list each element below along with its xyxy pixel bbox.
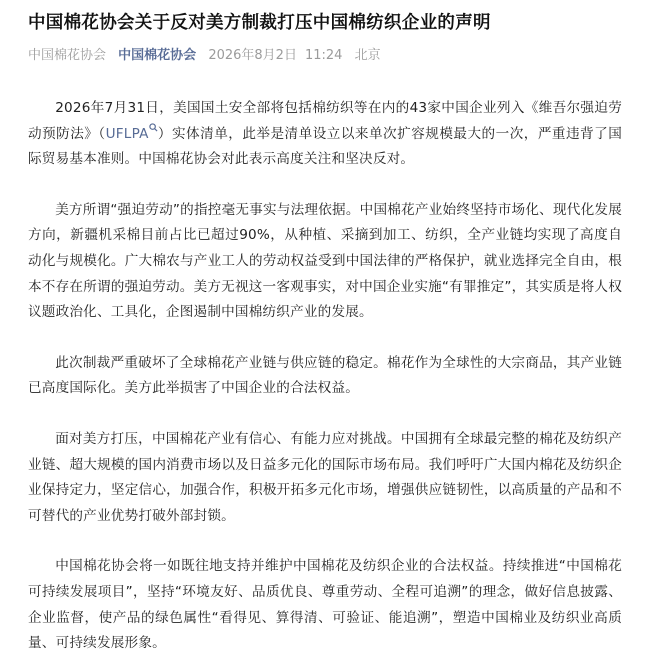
publish-time: 11:24 <box>304 48 343 63</box>
search-icon <box>149 123 158 132</box>
paragraph-1 <box>28 96 622 173</box>
account-link[interactable]: 中国棉花协会 <box>118 48 197 63</box>
paragraph-3: 此次制裁严重破坏了全球棉花产业链与供应链的稳定。棉花作为全球性的大宗商品，其产业链已高度国际化。美方此举损害了中国企业的合法权益。 <box>28 354 622 397</box>
publish-date: 2026年8月2日 <box>208 48 297 63</box>
paragraph-5: 中国棉花协会将一如既往地支持并维护中国棉花及纺织企业的合法权益。持续推进“中国棉花可持续发展项目”，坚持“环境友好、品质优良、尊重劳动、全程可追溯”的理念，做好信息披露、企业监督，使产品的绿色属性“看得见、算得清、可验证、能追溯”，塑造中国棉业及纺织业高质量、可持续发展形象。 <box>28 558 622 652</box>
article-title: 中国棉花协会关于反对美方制裁打压中国棉纺织企业的声明 <box>28 13 491 33</box>
paragraph-4: 面对美方打压，中国棉花产业有信心、有能力应对挑战。中国拥有全球最完整的棉花及纺织产业链、超大规模的国内消费市场以及日益多元化的国际市场布局。我们呼吁广大国内棉花及纺织企业保持定力，坚定信心，加强合作，积极开拓多元化市场，增强供应链韧性，以高质量的产品和不可替代的产业优势打破外部封锁。 <box>28 430 622 524</box>
article-meta <box>28 46 622 66</box>
paragraph-1-before: 2026年7月31日，美国国土安全部将包括棉纺织等在内的43家中国企业列入《维吾尔强迫劳动预防法》（ <box>28 100 622 142</box>
uflpa-link-text: UFLPA <box>105 125 149 142</box>
paragraph-2: 美方所谓“强迫劳动”的指控毫无事实与法理依据。中国棉花产业始终坚持市场化、现代化发展方向，新疆机采棉目前占比已超过90%，从种植、采摘到加工、纺织，全产业链均实现了高度自动化与规模化。广大棉农与产业工人的劳动权益受到中国法律的严格保护，就业选择完全自由，根本不存在所谓的强迫劳动。美方无视这一客观事实，对中国企业实施“有罪推定”，其实质是将人权议题政治化、工具化，企图遏制中国棉纺织产业的发展。 <box>28 201 622 321</box>
uflpa-search-link[interactable] <box>106 126 158 142</box>
paragraph-1-after: ）实体清单，此举是清单设立以来单次扩容规模最大的一次，严重违背了国际贸易基本准则。中国棉花协会对此表示高度关注和坚决反对。 <box>28 125 622 168</box>
author-name: 中国棉花协会 <box>28 48 107 63</box>
publish-location: 北京 <box>354 48 381 63</box>
